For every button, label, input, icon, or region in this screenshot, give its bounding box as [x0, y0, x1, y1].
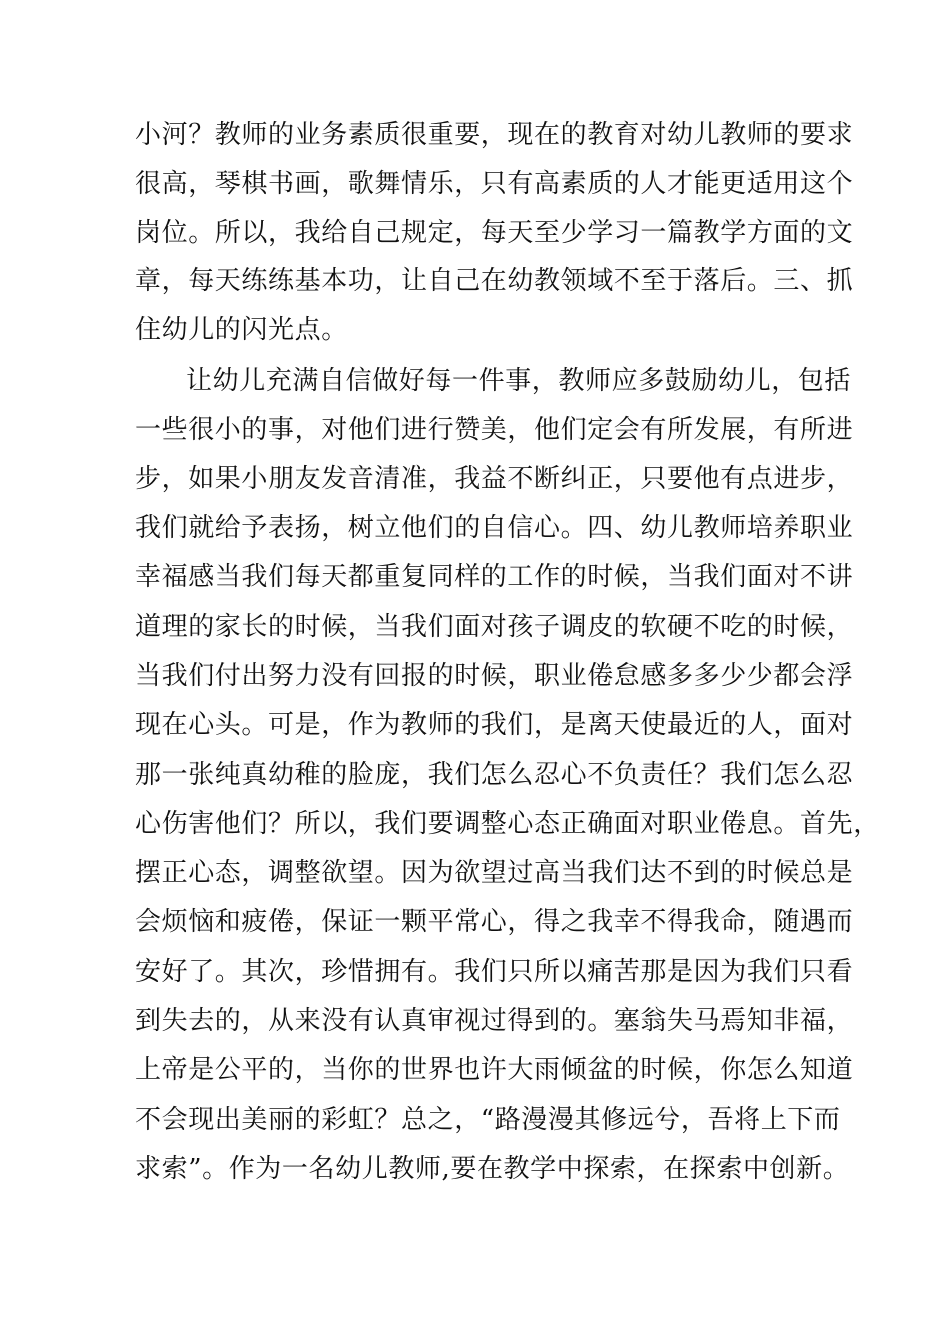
text-line: 章，每天练练基本功，让自己在幼教领域不至于落后。三、抓	[135, 266, 854, 296]
text-line: 很高，琴棋书画，歌舞情乐，只有高素质的人才能更适用这个	[135, 169, 854, 199]
text-line: 幸福感当我们每天都重复同样的工作的时候，当我们面对不讲	[135, 562, 854, 592]
text-line: 上帝是公平的，当你的世界也许大雨倾盆的时候，你怎么知道	[135, 1055, 854, 1085]
text-line: 心伤害他们？所以，我们要调整心态正确面对职业倦息。首先，	[135, 809, 880, 839]
text-line: 岗位。所以，我给自己规定，每天至少学习一篇教学方面的文	[135, 218, 854, 248]
text-line: 会烦恼和疲倦，保证一颗平常心，得之我幸不得我命，随遇而	[135, 907, 854, 937]
text-line: 小河？教师的业务素质很重要，现在的教育对幼儿教师的要求	[135, 120, 854, 150]
text-line: 住幼儿的闪光点。	[135, 315, 348, 345]
text-line: 道理的家长的时候，当我们面对孩子调皮的软硬不吃的时候，	[135, 612, 854, 642]
text-line: 一些很小的事，对他们进行赞美，他们定会有所发展，有所进	[135, 415, 854, 445]
text-line: 步，如果小朋友发音清准，我益不断纠正，只要他有点进步，	[135, 464, 854, 494]
text-line: 摆正心态，调整欲望。因为欲望过高当我们达不到的时候总是	[135, 858, 854, 888]
text-line: 求索”。作为一名幼儿教师,要在教学中探索，在探索中创新。	[135, 1154, 850, 1184]
text-line: 到失去的，从来没有认真审视过得到的。塞翁失马焉知非福，	[135, 1006, 854, 1036]
text-line: 安好了。其次，珍惜拥有。我们只所以痛苦那是因为我们只看	[135, 957, 854, 987]
paragraph-first-line: 让幼儿充满自信做好每一件事，教师应多鼓励幼儿，包括	[186, 366, 852, 396]
text-line: 不会现出美丽的彩虹？总之，“路漫漫其修远兮，吾将上下而	[135, 1105, 841, 1135]
text-line: 我们就给予表扬，树立他们的自信心。四、幼儿教师培养职业	[135, 513, 854, 543]
text-line: 现在心头。可是，作为教师的我们，是离天使最近的人，面对	[135, 710, 854, 740]
text-line: 当我们付出努力没有回报的时候，职业倦怠感多多少少都会浮	[135, 661, 854, 691]
text-line: 那一张纯真幼稚的脸庞，我们怎么忍心不负责任？我们怎么忍	[135, 760, 854, 790]
